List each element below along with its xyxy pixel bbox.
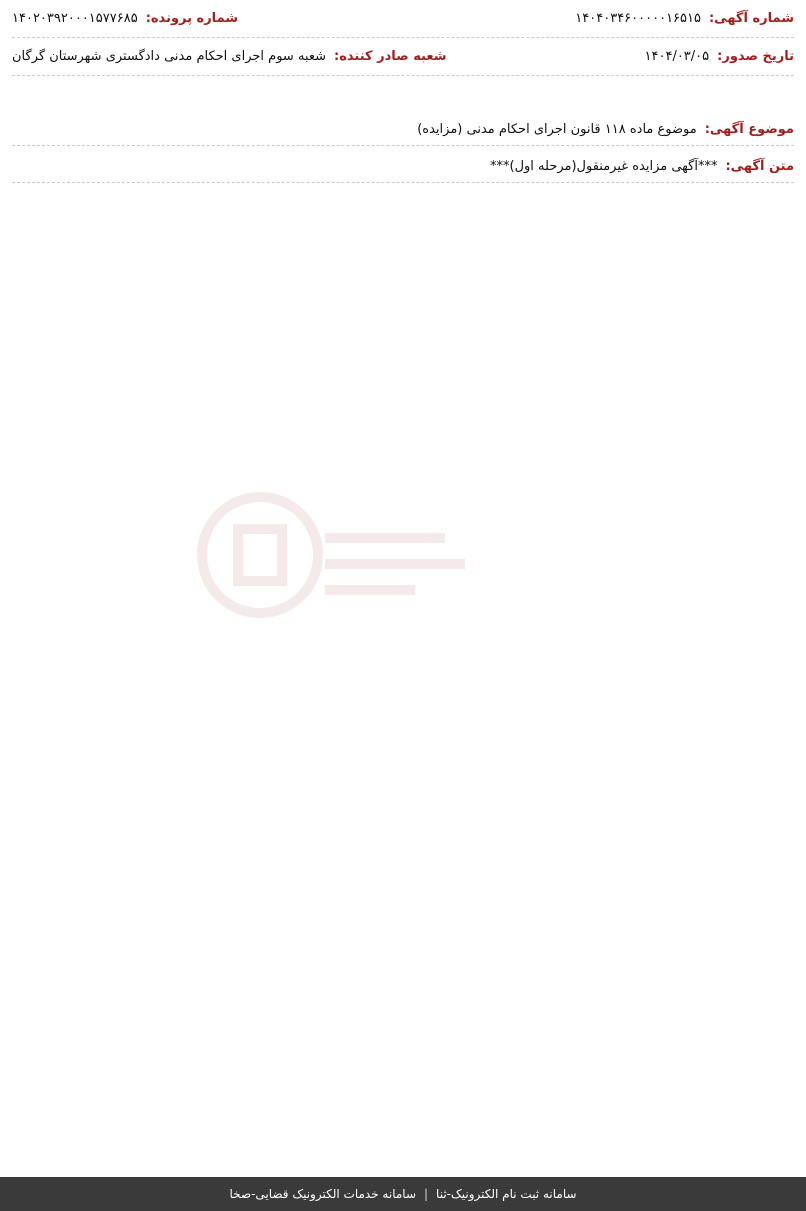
case-number-field [12, 11, 238, 26]
notice-number-field [575, 11, 794, 26]
header-row-2 [12, 38, 794, 76]
footer-separator: | [424, 1187, 429, 1201]
issuer-field [12, 49, 447, 64]
notice-header [0, 0, 806, 106]
footer-left-link[interactable]: سامانه ثبت نام الکترونیک-ثنا [436, 1187, 577, 1201]
subject-row [12, 114, 794, 146]
footer-right-link[interactable]: سامانه خدمات الکترونیک قضایی-صخا [229, 1187, 416, 1201]
issue-date-value: ۱۴۰۴/۰۳/۰۵ [644, 49, 710, 64]
subject-label: موضوع آگهی: [704, 122, 794, 137]
issue-date-label: تاریخ صدور: [717, 49, 794, 64]
notice-body [16, 188, 790, 1138]
case-number-value: ۱۴۰۲۰۳۹۲۰۰۰۱۵۷۷۶۸۵ [12, 11, 138, 26]
footer-bar [0, 1177, 806, 1211]
text-label: متن آگهی: [725, 159, 794, 174]
text-title: ***آگهی مزایده غیرمنقول(مرحله اول)*** [490, 159, 718, 174]
subject-value: موضوع ماده ۱۱۸ قانون اجرای احکام مدنی (مزایده) [417, 122, 697, 137]
case-number-label: شماره پرونده: [145, 11, 239, 26]
issuer-label: شعبه صادر کننده: [334, 49, 447, 64]
header-row-1 [12, 0, 794, 38]
issuer-value: شعبه سوم اجرای احکام مدنی دادگستری شهرستان گرگان [12, 49, 327, 64]
notice-number-label: شماره آگهی: [708, 11, 794, 26]
notice-number-value: ۱۴۰۴۰۳۴۶۰۰۰۰۰۱۶۵۱۵ [575, 11, 701, 26]
text-row [12, 151, 794, 183]
issue-date-field [645, 49, 794, 64]
